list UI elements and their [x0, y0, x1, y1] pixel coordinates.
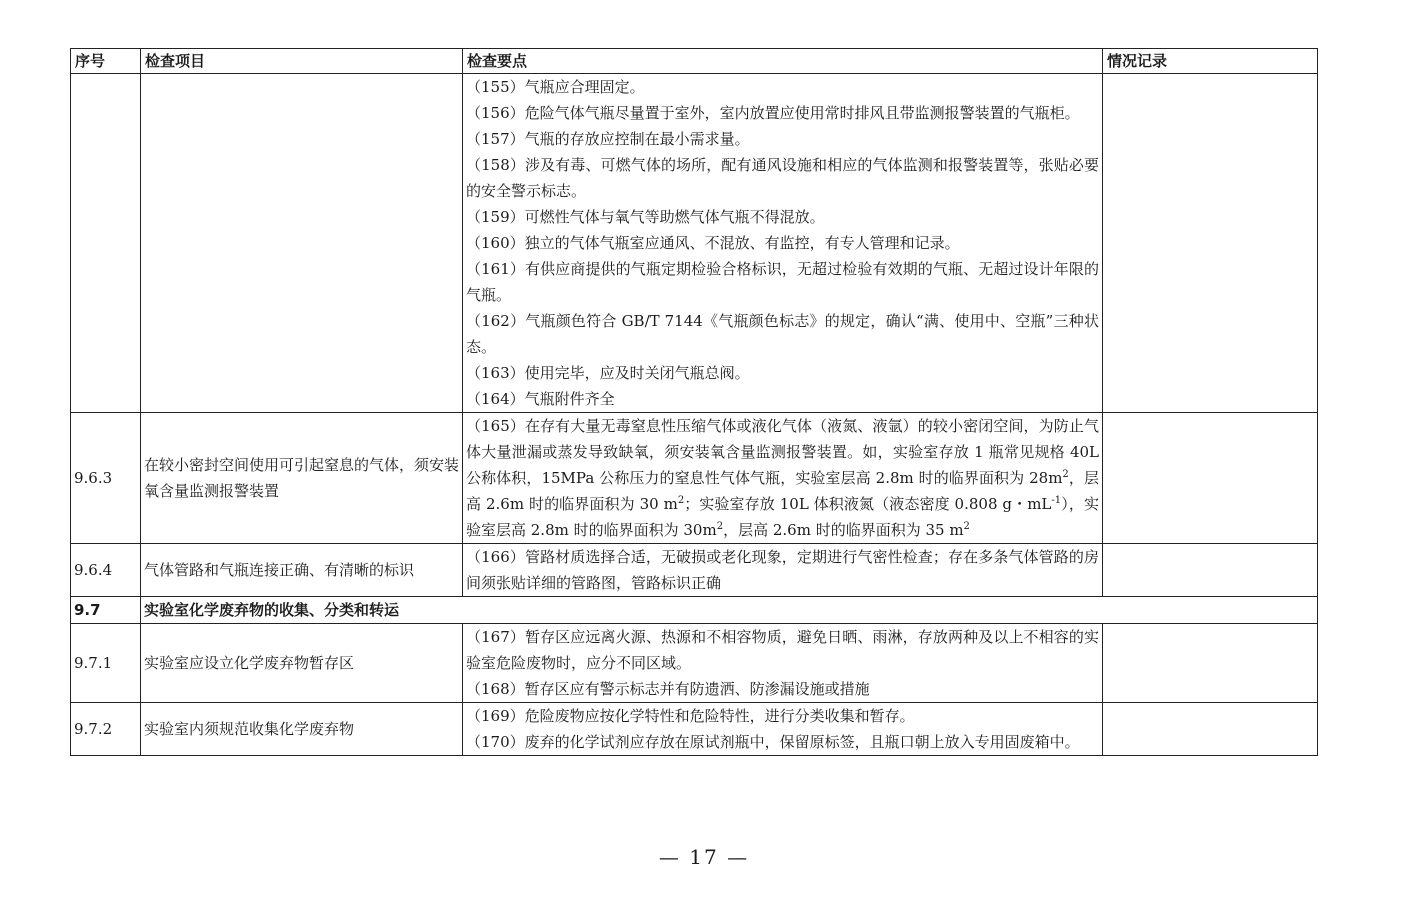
point-165-text-5: ，层高 2.6m 时的临界面积为 35 m — [723, 521, 964, 539]
table-row — [71, 703, 1318, 756]
superscript: 2 — [716, 521, 724, 532]
superscript: -1 — [1051, 495, 1062, 506]
cell-no — [71, 74, 141, 413]
point-161: （161）有供应商提供的气瓶定期检验合格标识，无超过检验有效期的气瓶、无超过设计年限的气瓶。 — [466, 260, 1099, 304]
header-record: 情况记录 — [1103, 49, 1318, 74]
cell-no: 9.7.1 — [71, 624, 141, 703]
point-165-text-4: ），实验室层高 2.8m 时的临界面积为 30m — [466, 495, 1099, 539]
section-no: 9.7 — [71, 597, 141, 624]
point-160: （160）独立的气体气瓶室应通风、不混放、有监控，有专人管理和记录。 — [466, 234, 960, 252]
section-title: 实验室化学废弃物的收集、分类和转运 — [141, 597, 1318, 624]
cell-points — [463, 624, 1103, 703]
point-168: （168）暂存区应有警示标志并有防遗洒、防渗漏设施或措施 — [466, 680, 870, 698]
header-no: 序号 — [71, 49, 141, 74]
point-158: （158）涉及有毒、可燃气体的场所，配有通风设施和相应的气体监测和报警装置等，张贴必要的安全警示标志。 — [466, 156, 1099, 200]
header-points: 检查要点 — [463, 49, 1103, 74]
inspection-table — [70, 48, 1318, 756]
point-170: （170）废弃的化学试剂应存放在原试剂瓶中，保留原标签，且瓶口朝上放入专用固废箱中。 — [466, 733, 1080, 751]
point-155: （155）气瓶应合理固定。 — [466, 78, 645, 96]
point-165-text-3: ；实验室存放 10L 体积液氮（液态密度 0.808 g・mL — [684, 495, 1052, 513]
superscript: 2 — [1062, 469, 1069, 480]
point-157: （157）气瓶的存放应控制在最小需求量。 — [466, 130, 750, 148]
superscript: 2 — [963, 521, 970, 532]
superscript: 2 — [677, 495, 685, 506]
table-row — [71, 544, 1318, 597]
table-row — [71, 74, 1318, 413]
cell-points — [463, 703, 1103, 756]
cell-item: 气体管路和气瓶连接正确、有清晰的标识 — [141, 544, 463, 597]
cell-record — [1103, 74, 1318, 413]
cell-no: 9.7.2 — [71, 703, 141, 756]
cell-record — [1103, 544, 1318, 597]
cell-points — [463, 74, 1103, 413]
point-169: （169）危险废物应按化学特性和危险特性，进行分类收集和暂存。 — [466, 707, 915, 725]
header-item: 检查项目 — [141, 49, 463, 74]
point-167: （167）暂存区应远离火源、热源和不相容物质，避免日晒、雨淋，存放两种及以上不相容的实验室危险废物时，应分不同区域。 — [466, 628, 1099, 672]
page-number: — 17 — — [658, 845, 750, 869]
cell-points — [463, 413, 1103, 544]
cell-item: 实验室内须规范收集化学废弃物 — [141, 703, 463, 756]
point-162: （162）气瓶颜色符合 GB/T 7144《气瓶颜色标志》的规定，确认“满、使用中、空瓶”三种状态。 — [466, 312, 1099, 356]
cell-no: 9.6.4 — [71, 544, 141, 597]
point-165-text-1: （165）在存有大量无毒窒息性压缩气体或液化气体（液氮、液氩）的较小密闭空间，为防止气体大量泄漏或蒸发导致缺氧，须安装氧含量监测报警装置。如，实验室存放 1 瓶常见规格 40L 公称体积，15MPa 公称压力的窒息性气体气瓶，实验室层高 2.8m 时的临界面积为 28m — [466, 417, 1099, 487]
cell-record — [1103, 624, 1318, 703]
cell-item: 实验室应设立化学废弃物暂存区 — [141, 624, 463, 703]
section-row — [71, 597, 1318, 624]
cell-item: 在较小密封空间使用可引起窒息的气体，须安装氧含量监测报警装置 — [141, 413, 463, 544]
table-row — [71, 624, 1318, 703]
point-164: （164）气瓶附件齐全 — [466, 390, 615, 408]
cell-points — [463, 544, 1103, 597]
cell-record — [1103, 413, 1318, 544]
cell-item — [141, 74, 463, 413]
point-165-text-2: ，层高 2.6m 时的临界面积为 30 m — [466, 469, 1099, 513]
cell-record — [1103, 703, 1318, 756]
point-165 — [466, 413, 1099, 543]
point-159: （159）可燃性气体与氧气等助燃气体气瓶不得混放。 — [466, 208, 825, 226]
point-156: （156）危险气体气瓶尽量置于室外，室内放置应使用常时排风且带监测报警装置的气瓶柜。 — [466, 104, 1080, 122]
table-row — [71, 413, 1318, 544]
table-header-row — [71, 49, 1318, 74]
point-166: （166）管路材质选择合适，无破损或老化现象，定期进行气密性检查；存在多条气体管路的房间须张贴详细的管路图，管路标识正确 — [466, 548, 1099, 592]
cell-no: 9.6.3 — [71, 413, 141, 544]
point-163: （163）使用完毕，应及时关闭气瓶总阀。 — [466, 364, 750, 382]
